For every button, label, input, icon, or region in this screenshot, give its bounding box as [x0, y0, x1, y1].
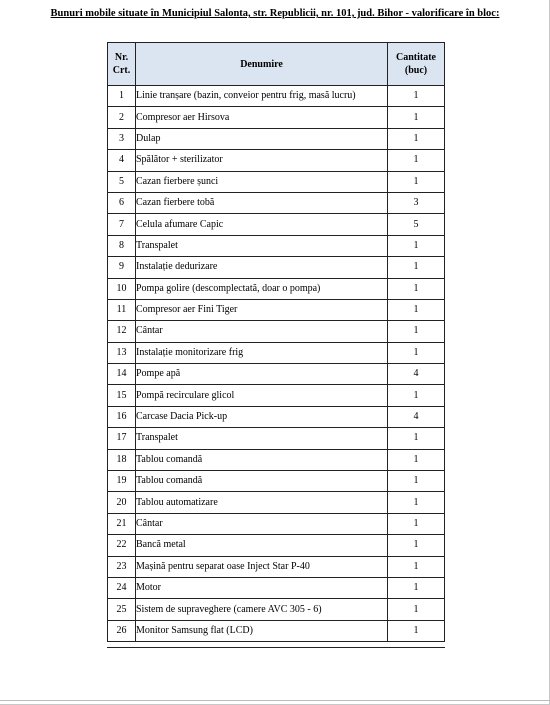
header-nr-crt [108, 43, 136, 86]
row-cantitate-cell: 1 [388, 321, 445, 342]
table-row [108, 513, 445, 534]
row-nr-cell: 6 [108, 192, 136, 213]
row-nr-cell: 3 [108, 128, 136, 149]
row-cantitate-cell: 1 [388, 128, 445, 149]
row-denumire-cell: Cazan fierbere tobă [136, 192, 388, 213]
row-denumire-cell: Monitor Samsung flat (LCD) [136, 620, 388, 641]
row-nr-cell: 25 [108, 599, 136, 620]
row-denumire-cell: Tablou comandă [136, 449, 388, 470]
row-nr-cell: 21 [108, 513, 136, 534]
table-header-row [108, 43, 445, 86]
row-cantitate-cell: 1 [388, 599, 445, 620]
row-cantitate-cell: 1 [388, 492, 445, 513]
row-cantitate-cell: 1 [388, 278, 445, 299]
table-row [108, 385, 445, 406]
row-nr-cell: 11 [108, 299, 136, 320]
row-cantitate-cell: 1 [388, 299, 445, 320]
inventory-table [107, 42, 445, 642]
table-continuation-line [107, 647, 445, 648]
table-body [108, 86, 445, 642]
table-row [108, 620, 445, 641]
table-row [108, 257, 445, 278]
table-row [108, 556, 445, 577]
header-cantitate [388, 43, 445, 86]
row-nr-cell: 15 [108, 385, 136, 406]
row-cantitate-cell: 1 [388, 107, 445, 128]
row-cantitate-cell: 1 [388, 556, 445, 577]
row-cantitate-cell: 1 [388, 235, 445, 256]
table-row [108, 428, 445, 449]
row-nr-cell: 5 [108, 171, 136, 192]
row-denumire-cell: Carcase Dacia Pick-up [136, 406, 388, 427]
row-denumire-cell: Transpalet [136, 235, 388, 256]
row-cantitate-cell: 1 [388, 449, 445, 470]
table-row [108, 235, 445, 256]
row-denumire-cell: Tablou automatizare [136, 492, 388, 513]
table-row [108, 321, 445, 342]
row-denumire-cell: Linie tranșare (bazin, conveior pentru frig, masă lucru) [136, 86, 388, 107]
row-nr-cell: 26 [108, 620, 136, 641]
row-cantitate-cell: 1 [388, 471, 445, 492]
row-nr-cell: 13 [108, 342, 136, 363]
row-cantitate-cell: 1 [388, 620, 445, 641]
page-bottom-rule [0, 700, 550, 701]
table-row [108, 535, 445, 556]
header-cantitate-line2: (buc) [404, 65, 428, 76]
table-row [108, 471, 445, 492]
row-cantitate-cell: 1 [388, 428, 445, 449]
row-denumire-cell: Dulap [136, 128, 388, 149]
row-cantitate-cell: 1 [388, 385, 445, 406]
row-denumire-cell: Pompe apă [136, 364, 388, 385]
table-row [108, 192, 445, 213]
row-cantitate-cell: 1 [388, 171, 445, 192]
row-nr-cell: 18 [108, 449, 136, 470]
row-denumire-cell: Tablou comandă [136, 471, 388, 492]
row-cantitate-cell: 1 [388, 86, 445, 107]
row-nr-cell: 10 [108, 278, 136, 299]
table-row [108, 342, 445, 363]
row-denumire-cell: Mașină pentru separat oase Inject Star P-40 [136, 556, 388, 577]
row-cantitate-cell: 4 [388, 364, 445, 385]
row-denumire-cell: Celula afumare Capic [136, 214, 388, 235]
table-row [108, 492, 445, 513]
row-denumire-cell: Spălător + sterilizator [136, 150, 388, 171]
row-nr-cell: 9 [108, 257, 136, 278]
row-cantitate-cell: 5 [388, 214, 445, 235]
table-row [108, 86, 445, 107]
table-row [108, 599, 445, 620]
table-row [108, 107, 445, 128]
table-row [108, 171, 445, 192]
row-denumire-cell: Cântar [136, 321, 388, 342]
table-row [108, 449, 445, 470]
row-cantitate-cell: 3 [388, 192, 445, 213]
row-cantitate-cell: 1 [388, 513, 445, 534]
row-nr-cell: 7 [108, 214, 136, 235]
row-denumire-cell: Compresor aer Fini Tiger [136, 299, 388, 320]
table-row [108, 128, 445, 149]
row-cantitate-cell: 4 [388, 406, 445, 427]
row-nr-cell: 2 [108, 107, 136, 128]
table-row [108, 577, 445, 598]
row-cantitate-cell: 1 [388, 342, 445, 363]
table-row [108, 214, 445, 235]
row-cantitate-cell: 1 [388, 150, 445, 171]
table-row [108, 278, 445, 299]
row-nr-cell: 23 [108, 556, 136, 577]
table-row [108, 150, 445, 171]
document-title: Bunuri mobile situate în Municipiul Salonta, str. Republicii, nr. 101, jud. Bihor - valorificare în bloc: [50, 8, 500, 19]
row-nr-cell: 20 [108, 492, 136, 513]
row-nr-cell: 8 [108, 235, 136, 256]
row-denumire-cell: Cazan fierbere șunci [136, 171, 388, 192]
row-denumire-cell: Instalație monitorizare frig [136, 342, 388, 363]
row-denumire-cell: Pompa golire (descomplectată, doar o pompa) [136, 278, 388, 299]
header-cantitate-line1: Cantitate [396, 52, 436, 63]
row-nr-cell: 24 [108, 577, 136, 598]
header-nr-line2: Crt. [112, 65, 131, 76]
table-row [108, 406, 445, 427]
row-denumire-cell: Compresor aer Hirsova [136, 107, 388, 128]
row-nr-cell: 14 [108, 364, 136, 385]
row-nr-cell: 16 [108, 406, 136, 427]
row-nr-cell: 4 [108, 150, 136, 171]
row-nr-cell: 22 [108, 535, 136, 556]
row-denumire-cell: Transpalet [136, 428, 388, 449]
row-nr-cell: 19 [108, 471, 136, 492]
table-row [108, 364, 445, 385]
row-nr-cell: 1 [108, 86, 136, 107]
header-denumire: Denumire [136, 43, 388, 86]
row-denumire-cell: Instalație dedurizare [136, 257, 388, 278]
row-denumire-cell: Cântar [136, 513, 388, 534]
row-cantitate-cell: 1 [388, 577, 445, 598]
row-denumire-cell: Bancă metal [136, 535, 388, 556]
table-row [108, 299, 445, 320]
row-denumire-cell: Motor [136, 577, 388, 598]
row-denumire-cell: Pompă recirculare glicol [136, 385, 388, 406]
row-cantitate-cell: 1 [388, 257, 445, 278]
row-cantitate-cell: 1 [388, 535, 445, 556]
row-denumire-cell: Sistem de supraveghere (camere AVC 305 - 6) [136, 599, 388, 620]
row-nr-cell: 12 [108, 321, 136, 342]
row-nr-cell: 17 [108, 428, 136, 449]
header-nr-line1: Nr. [114, 52, 129, 63]
